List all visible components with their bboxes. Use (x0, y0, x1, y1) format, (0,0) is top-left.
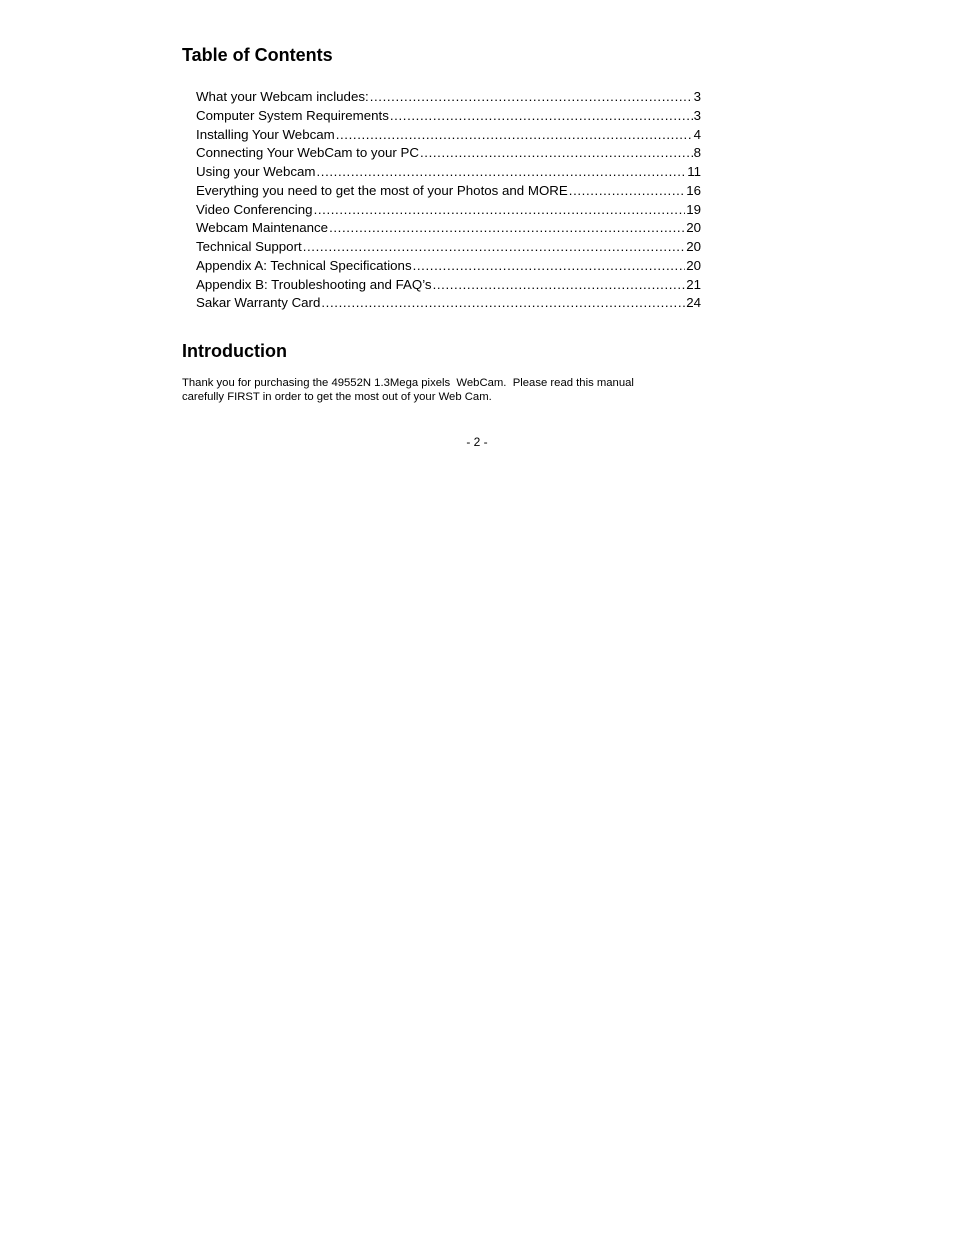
page-number: - 2 - (466, 435, 488, 449)
toc-dot-leader (329, 219, 685, 238)
toc-entry-page: 8 (693, 145, 701, 161)
toc-dot-leader (314, 201, 686, 220)
toc-entry-title: Connecting Your WebCam to your PC (196, 145, 419, 161)
introduction-line: Thank you for purchasing the 49552N 1.3Mega pixels WebCam. Please read this manual (182, 377, 634, 389)
toc-entry-page: 24 (686, 295, 701, 311)
toc-entry (196, 126, 701, 145)
toc-entry-title: Appendix B: Troubleshooting and FAQ’s (196, 276, 432, 292)
toc-entry-title: Sakar Warranty Card (196, 295, 321, 311)
toc-entry (196, 219, 701, 238)
toc-entry (196, 238, 701, 257)
toc-entry-title: Appendix A: Technical Specifications (196, 257, 412, 273)
toc-entry-page: 3 (693, 107, 701, 123)
toc-entry-page: 20 (686, 257, 701, 273)
toc-dot-leader (433, 276, 686, 295)
toc-entry-page: 20 (686, 239, 701, 254)
toc-entry (196, 88, 701, 107)
toc-entry (196, 163, 701, 182)
table-of-contents (196, 88, 701, 313)
toc-entry-title: Everything you need to get the most of your Photos and MORE (196, 182, 568, 198)
introduction-line: carefully FIRST in order to get the most out of your Web Cam. (182, 391, 492, 403)
toc-entry-page: 16 (686, 182, 701, 198)
introduction-heading: Introduction (182, 341, 287, 361)
toc-entry-page: 19 (686, 201, 701, 217)
toc-entry-page: 11 (687, 164, 701, 179)
toc-entry (196, 201, 701, 220)
toc-entry-title: Technical Support (196, 239, 302, 254)
toc-dot-leader (413, 257, 686, 276)
toc-dot-leader (321, 294, 685, 313)
toc-dot-leader (303, 238, 686, 257)
toc-entry-title: Computer System Requirements (196, 107, 389, 123)
toc-dot-leader (370, 88, 693, 107)
toc-entry (196, 182, 701, 201)
introduction-paragraph (182, 376, 712, 404)
toc-entry (196, 294, 701, 313)
toc-entry-title: What your Webcam includes: (196, 89, 369, 104)
toc-entry-title: Using your Webcam (196, 164, 316, 179)
toc-entry-page: 3 (693, 89, 701, 104)
toc-dot-leader (316, 163, 686, 182)
toc-dot-leader (336, 126, 693, 145)
toc-entry-page: 4 (693, 126, 701, 142)
toc-entry-title: Webcam Maintenance (196, 220, 329, 236)
toc-entry (196, 144, 701, 163)
toc-dot-leader (390, 107, 693, 126)
toc-dot-leader (569, 182, 685, 201)
toc-entry-page: 21 (686, 276, 701, 292)
toc-heading: Table of Contents (182, 45, 333, 65)
toc-entry-title: Installing Your Webcam (196, 126, 335, 142)
toc-entry-title: Video Conferencing (196, 201, 313, 217)
toc-entry-page: 20 (686, 220, 701, 236)
toc-entry (196, 107, 701, 126)
toc-entry (196, 257, 701, 276)
toc-dot-leader (420, 144, 693, 163)
toc-entry (196, 276, 701, 295)
